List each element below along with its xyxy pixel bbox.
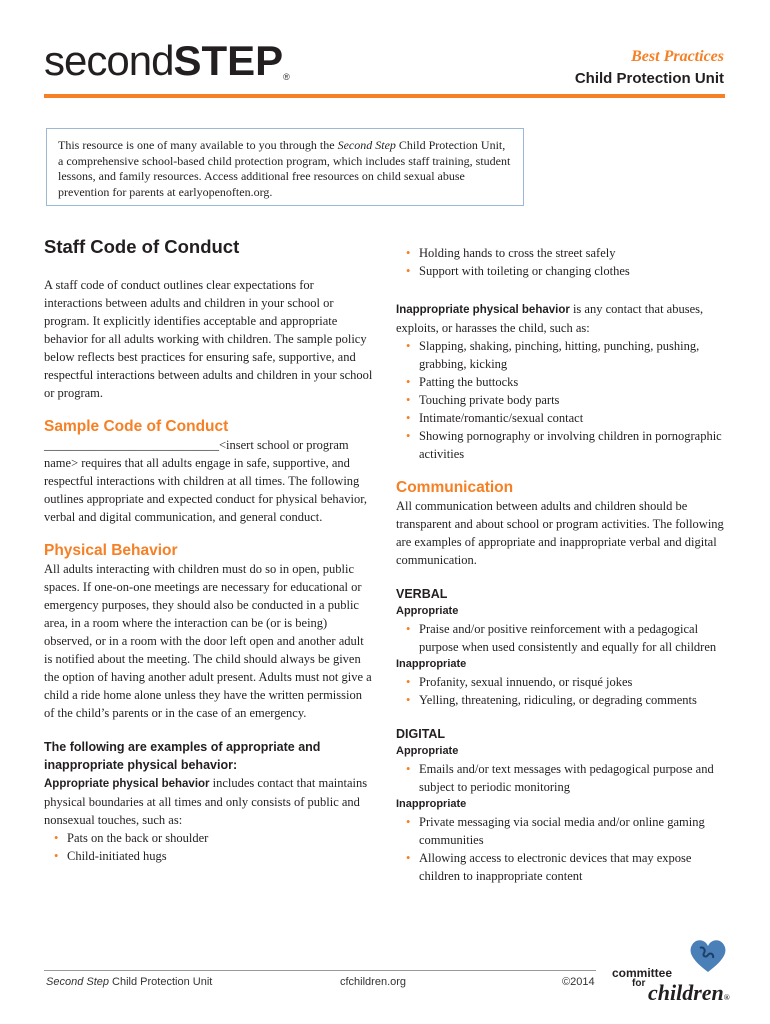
sample-paragraph: ____________________________<insert school or program name> requires that all adults engage in safe, supportive, and respectful interactions with children at all times. The following outlines appropriate and expected conduct for physical behavior, verbal and digital communication, and general conduct. bbox=[44, 438, 367, 524]
verbal-inappropriate-label: Inappropriate bbox=[396, 658, 467, 670]
communication-paragraph: All communication between adults and children should be transparent and about school or program activities. The following are examples of appropriate and inappropriate verbal and digital communication. bbox=[396, 499, 724, 567]
list-item: • Touching private body parts bbox=[396, 391, 730, 409]
inappropriate-list bbox=[396, 337, 730, 463]
communication-heading: Communication bbox=[396, 479, 514, 496]
digital-inappropriate-list bbox=[396, 813, 730, 885]
verbal-appropriate-label: Appropriate bbox=[396, 605, 459, 617]
right-column bbox=[396, 244, 730, 885]
list-item: • Patting the buttocks bbox=[396, 373, 730, 391]
intro-box: This resource is one of many available to you through the Second Step Child Protection Unit, a comprehensive school-based child protection program, which includes staff training, student lessons, and family resources. Access additional free resources on child sexual abuse prevention for parents at earlyopenoften.org. bbox=[46, 128, 524, 206]
list-item: • Allowing access to electronic devices that may expose children to inappropriate content bbox=[396, 849, 730, 885]
list-item: • Pats on the back or shoulder bbox=[44, 829, 374, 847]
inappropriate-paragraph: Inappropriate physical behavior is any contact that abuses, exploits, or harasses the child, such as: bbox=[396, 302, 704, 335]
list-item: • Intimate/romantic/sexual contact bbox=[396, 409, 730, 427]
list-item: • Support with toileting or changing clothes bbox=[396, 262, 730, 280]
second-step-logo: secondSTEP® bbox=[44, 37, 289, 84]
list-item: • Private messaging via social media and/or online gaming communities bbox=[396, 813, 730, 849]
list-item: • Emails and/or text messages with pedagogical purpose and subject to periodic monitoring bbox=[396, 760, 730, 796]
best-practices-label: Best Practices bbox=[631, 48, 724, 65]
appropriate-list-continued bbox=[396, 244, 730, 280]
footer-left: Second Step Child Protection Unit bbox=[46, 976, 213, 988]
left-column bbox=[44, 238, 374, 865]
physical-paragraph: All adults interacting with children must do so in open, public spaces. If one-on-one meetings are necessary for educational or emergency purposes, they should also be conducted in a public area, in a room where the interaction can be (or is being) observed, or in a room with the door left open and another adult is notified about the meeting. The child should always be given the option of having another adult present. Adults must not give a child a ride home alone unless they have the written permission of the child’s parents or in the case of an emergency. bbox=[44, 562, 372, 720]
verbal-inappropriate-list bbox=[396, 673, 730, 709]
heart-globe-icon bbox=[688, 938, 728, 974]
footer-divider bbox=[44, 970, 596, 971]
page-title: Staff Code of Conduct bbox=[44, 236, 240, 257]
digital-appropriate-label: Appropriate bbox=[396, 745, 459, 757]
verbal-appropriate-list bbox=[396, 620, 730, 656]
list-item: • Slapping, shaking, pinching, hitting, punching, pushing, grabbing, kicking bbox=[396, 337, 730, 373]
digital-inappropriate-label: Inappropriate bbox=[396, 798, 467, 810]
verbal-heading: VERBAL bbox=[396, 587, 448, 601]
list-item: • Yelling, threatening, ridiculing, or degrading comments bbox=[396, 691, 730, 709]
header-divider bbox=[44, 94, 725, 98]
intro-paragraph: A staff code of conduct outlines clear expectations for interactions between adults and children in your school or program. It explicitly identifies acceptable and appropriate behavior for all adults working with children. The sample policy below reflects best practices for ensuring safe, supportive, and respectful interactions between adults and children in your school or program. bbox=[44, 278, 373, 400]
footer-copyright: ©2014 bbox=[562, 976, 595, 988]
physical-behavior-heading: Physical Behavior bbox=[44, 542, 178, 559]
list-item: • Profanity, sexual innuendo, or risqué jokes bbox=[396, 673, 730, 691]
list-item: • Showing pornography or involving children in pornographic activities bbox=[396, 427, 730, 463]
list-item: • Child-initiated hugs bbox=[44, 847, 374, 865]
digital-heading: DIGITAL bbox=[396, 727, 446, 741]
appropriate-paragraph: Appropriate physical behavior includes contact that maintains physical boundaries at all times and only consists of public and nonsexual touches, such as: bbox=[44, 776, 368, 827]
examples-heading: The following are examples of appropriate and inappropriate physical behavior: bbox=[44, 740, 321, 772]
unit-label: Child Protection Unit bbox=[574, 70, 724, 87]
committee-for-children-logo: committee for children® bbox=[612, 938, 730, 1004]
sample-code-heading: Sample Code of Conduct bbox=[44, 418, 229, 435]
footer-url[interactable]: cfchildren.org bbox=[340, 976, 407, 988]
appropriate-list bbox=[44, 829, 374, 865]
digital-appropriate-list bbox=[396, 760, 730, 796]
list-item: • Holding hands to cross the street safely bbox=[396, 244, 730, 262]
list-item: • Praise and/or positive reinforcement with a pedagogical purpose when used consistently and equally for all children bbox=[396, 620, 730, 656]
